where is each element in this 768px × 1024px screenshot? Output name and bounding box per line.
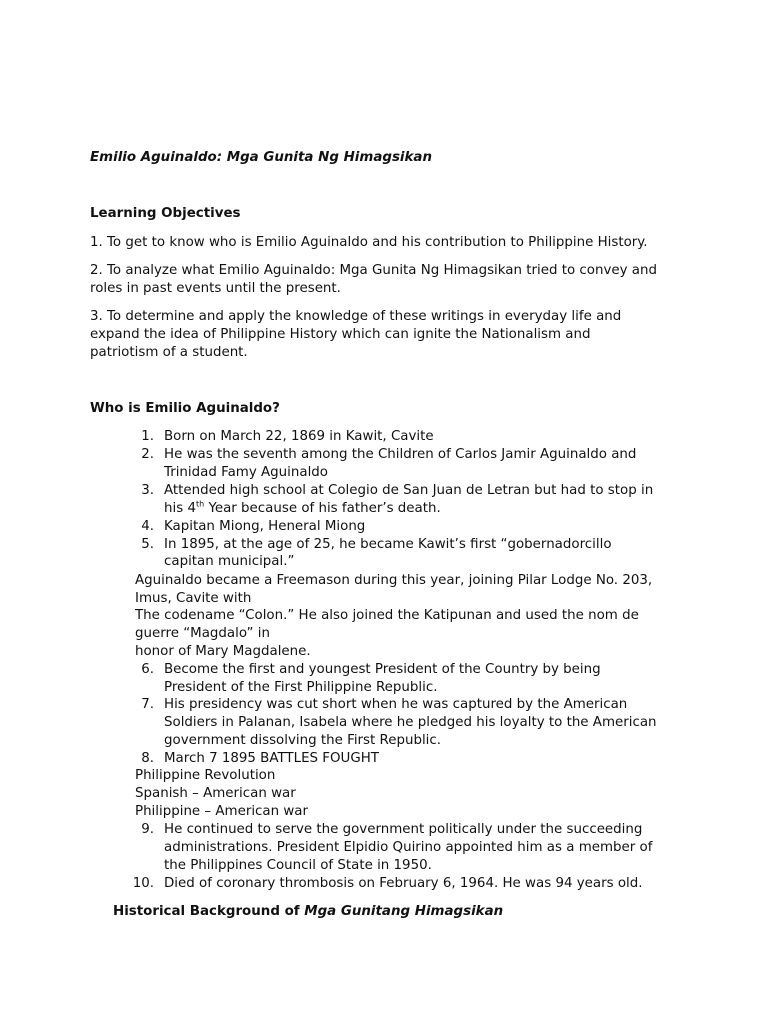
freemason-paragraph-line-4: guerre “Magdalo” in [135,626,270,641]
list-number: 9. [141,822,154,837]
list-item-1-line-1: Born on March 22, 1869 in Kawit, Cavite [164,429,434,444]
list-item-8-line-1: March 7 1895 BATTLES FOUGHT [164,751,379,766]
document-title: Emilio Aguinaldo: Mga Gunita Ng Himagsikan [90,150,432,165]
list-item-9-line-3: the Philippines Council of State in 1950. [164,858,432,873]
list-item-7-line-2: Soldiers in Palanan, Isabela where he pledged his loyalty to the American [164,715,657,730]
list-number: 3. [141,483,154,498]
list-number: 1. [141,429,154,444]
list-item-4-line-1: Kapitan Miong, Heneral Miong [164,519,366,534]
ordinal-superscript: th [195,499,205,509]
list-item-7-line-1: His presidency was cut short when he was captured by the American [164,697,628,712]
battle-item: Philippine – American war [135,804,309,819]
list-item-5-line-1: In 1895, at the age of 25, he became Kawit’s first “gobernadorcillo [164,537,612,552]
objective-3-line-2: expand the idea of Philippine History which can ignite the Nationalism and [90,327,591,342]
freemason-paragraph-line-3: The codename “Colon.” He also joined the Katipunan and used the nom de [135,608,639,623]
list-item-7-line-3: government dissolving the First Republic. [164,733,442,748]
list-number: 6. [141,662,154,677]
list-item-9-line-1: He continued to serve the government politically under the succeeding [164,822,643,837]
freemason-paragraph-line-5: honor of Mary Magdalene. [135,644,311,659]
freemason-paragraph-line-2: Imus, Cavite with [135,591,252,606]
list-item-3-line-1: Attended high school at Colegio de San Juan de Letran but had to stop in [164,483,654,498]
list-number: 10. [132,876,154,891]
learning-objectives-heading: Learning Objectives [90,206,241,221]
objective-3-line-3: patriotism of a student. [90,345,248,360]
battle-item: Spanish – American war [135,786,296,801]
battle-item: Philippine Revolution [135,768,276,783]
who-is-heading: Who is Emilio Aguinaldo? [90,401,280,416]
objective-3-line-1: 3. To determine and apply the knowledge of these writings in everyday life and [90,309,622,324]
list-item-3-line-2-post: Year because of his father’s death. [204,501,441,516]
list-number: 4. [141,519,154,534]
list-item-6-line-2: President of the First Philippine Republic. [164,680,438,695]
list-item-10-line-1: Died of coronary thrombosis on February 6, 1964. He was 94 years old. [164,876,643,891]
list-item-3-line-2 [164,500,441,518]
list-number: 7. [141,697,154,712]
historical-background-heading [113,903,503,921]
list-item-5-line-2: capitan municipal.” [164,554,295,569]
list-item-3-line-2-pre: his 4 [164,501,196,516]
historical-heading-italic: Mga Gunitang Himagsikan [304,904,504,919]
list-item-6-line-1: Become the first and youngest President of the Country by being [164,662,601,677]
objective-2-line-2: roles in past events until the present. [90,281,341,296]
list-item-2-line-2: Trinidad Famy Aguinaldo [164,465,328,480]
freemason-paragraph-line-1: Aguinaldo became a Freemason during this year, joining Pilar Lodge No. 203, [135,573,653,588]
objective-2-line-1: 2. To analyze what Emilio Aguinaldo: Mga Gunita Ng Himagsikan tried to convey and [90,263,657,278]
list-item-2-line-1: He was the seventh among the Children of Carlos Jamir Aguinaldo and [164,447,637,462]
objective-1-line-1: 1. To get to know who is Emilio Aguinaldo and his contribution to Philippine History. [90,235,648,250]
list-number: 5. [141,537,154,552]
list-number: 8. [141,751,154,766]
list-number: 2. [141,447,154,462]
list-item-9-line-2: administrations. President Elpidio Quirino appointed him as a member of [164,840,653,855]
historical-heading-plain: Historical Background of [113,904,305,919]
